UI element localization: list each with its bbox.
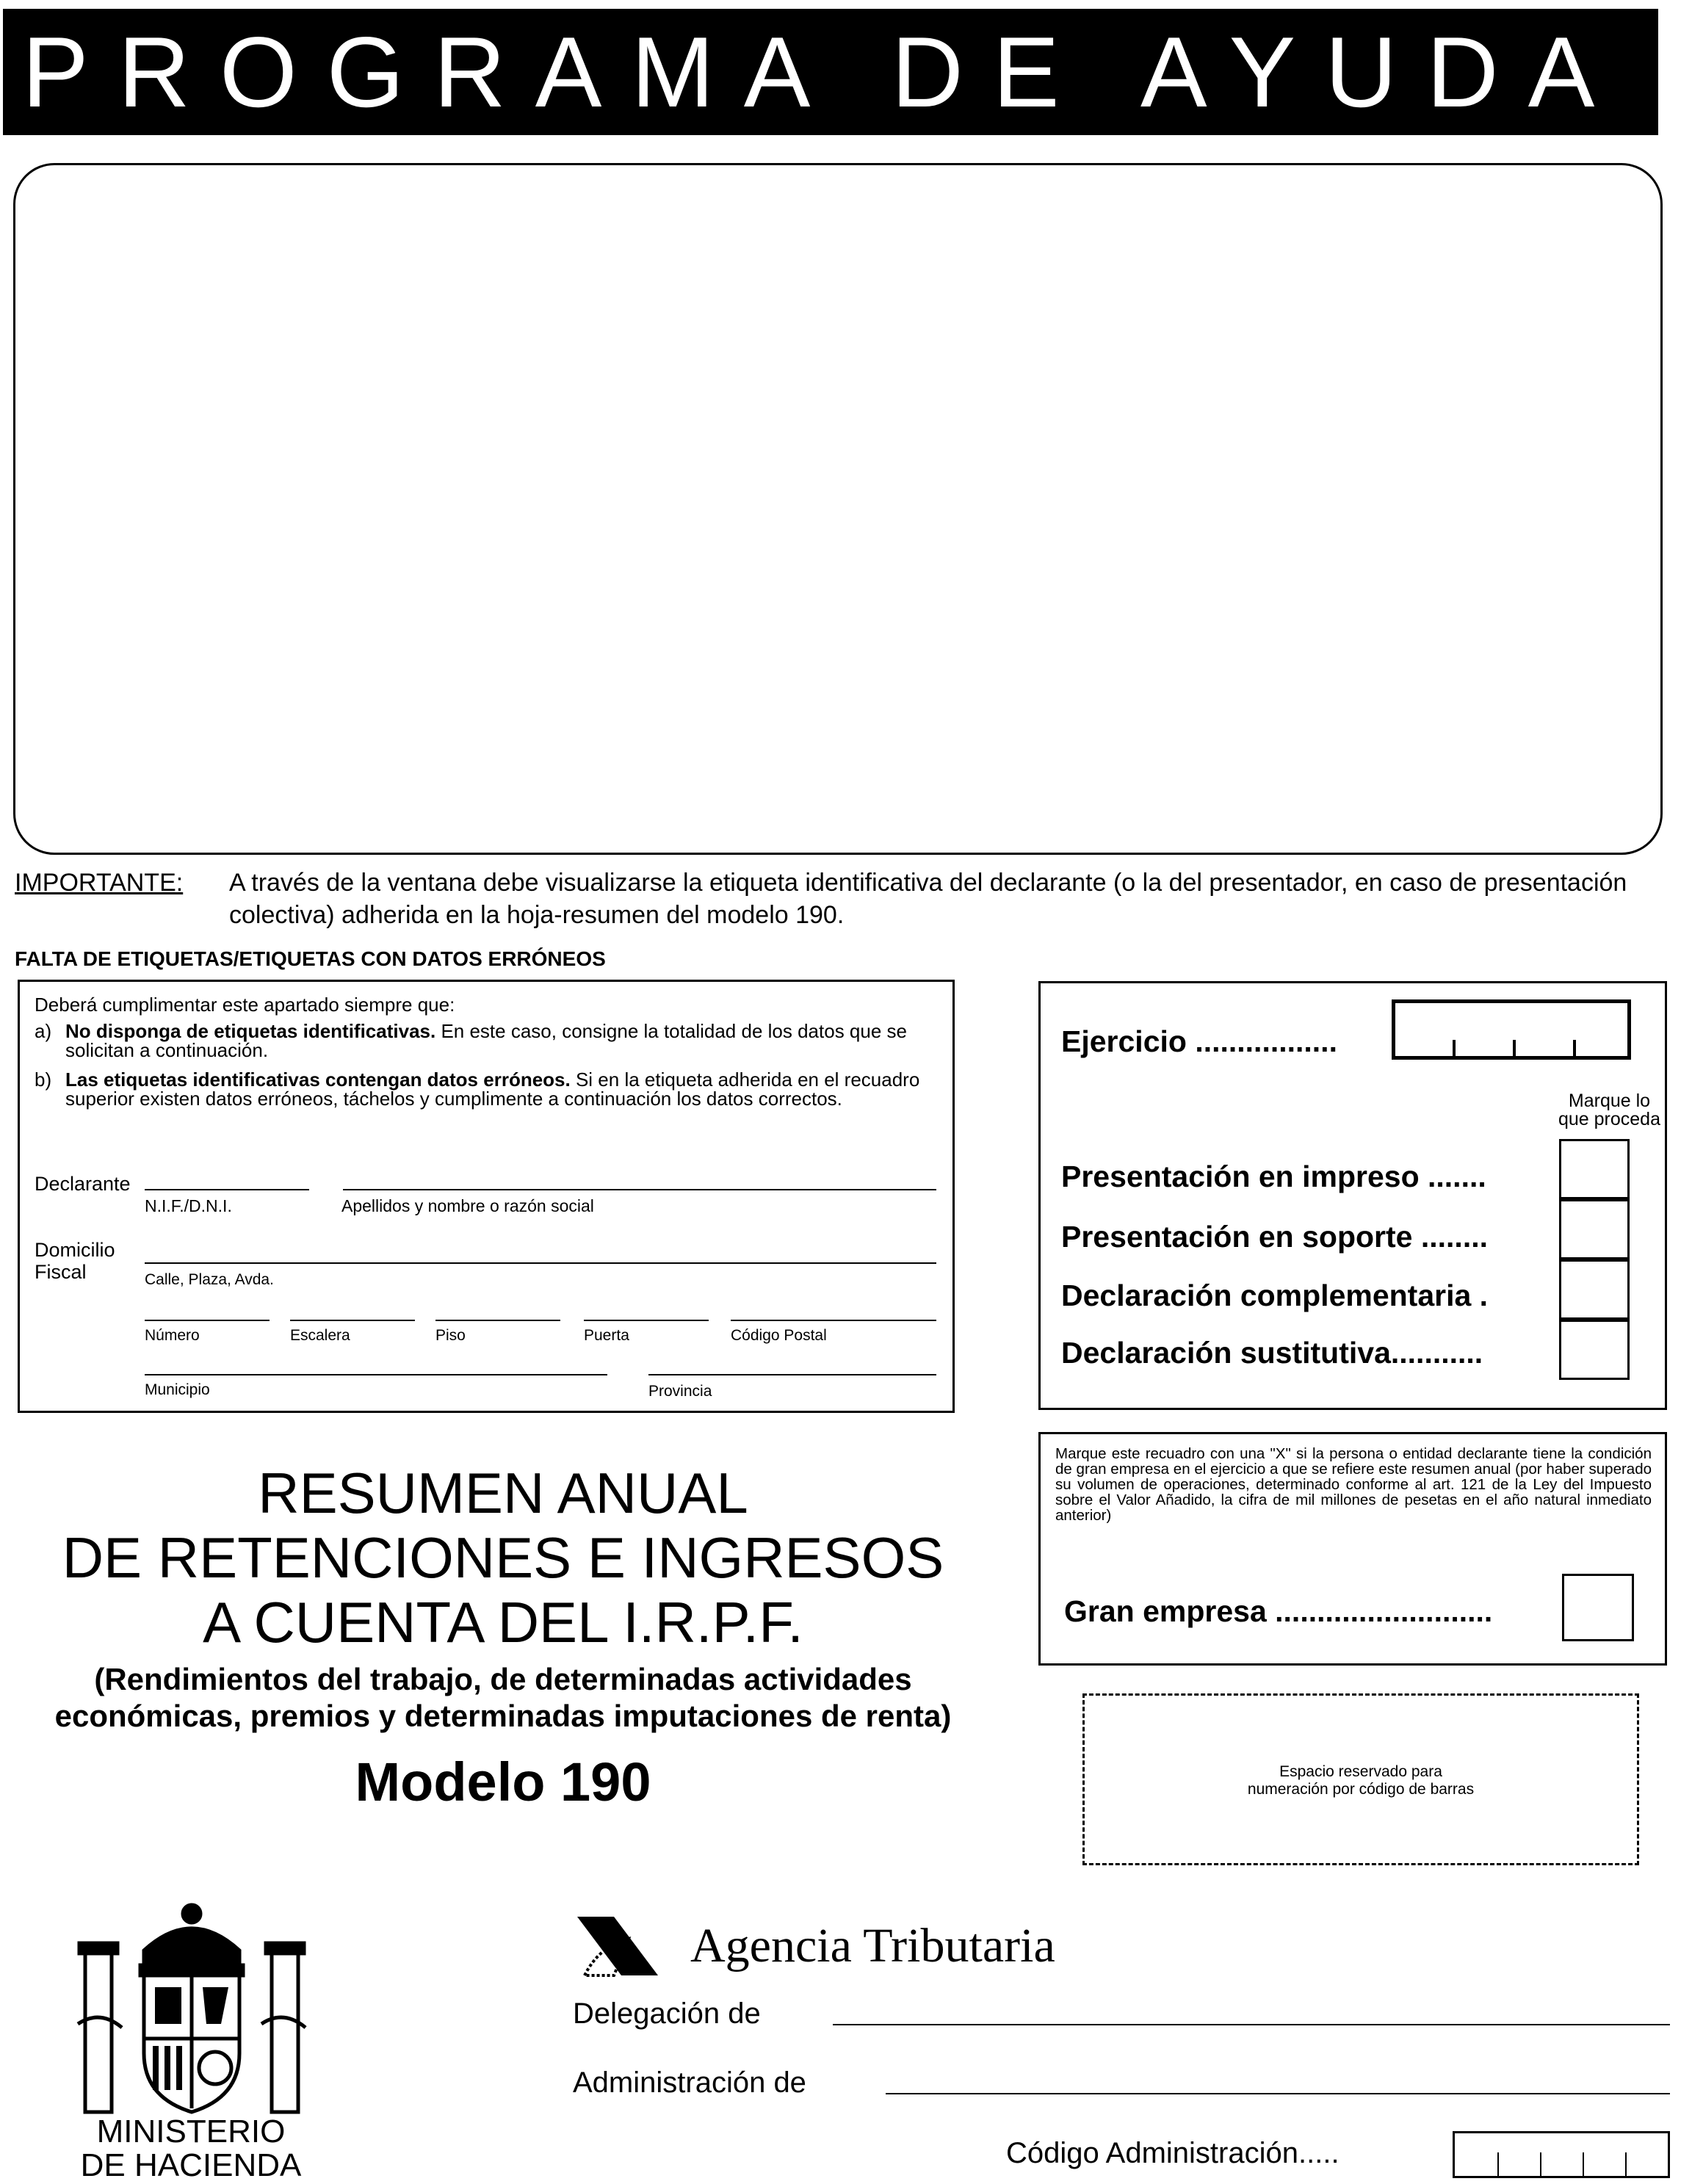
important-label: IMPORTANTE: [15, 869, 184, 897]
option-impreso-label: Presentación en impreso ....... [1061, 1160, 1486, 1193]
barcode-text [1085, 1763, 1637, 1798]
ministerio-text [29, 2115, 352, 2183]
ministerio-line1: MINISTERIO [96, 2114, 286, 2149]
ministerio-line2: DE HACIENDA [80, 2147, 302, 2183]
puerta-line[interactable] [584, 1320, 709, 1321]
option-complementaria-label: Declaración complementaria . [1061, 1279, 1489, 1312]
falta-etiquetas-title: FALTA DE ETIQUETAS/ETIQUETAS CON DATOS ERRÓNEOS [15, 947, 606, 970]
nif-line[interactable] [145, 1189, 309, 1190]
piso-label: Piso [435, 1327, 466, 1344]
domicilio-label [35, 1239, 115, 1283]
title-line3: A CUENTA DEL I.R.P.F. [203, 1590, 803, 1655]
checkbox-soporte[interactable] [1559, 1199, 1630, 1259]
delegacion-label: Delegación de [573, 1997, 761, 2030]
marque-line2: que proceda [1558, 1109, 1660, 1129]
calle-line[interactable] [145, 1262, 936, 1264]
barcode-line2: numeración por código de barras [1247, 1781, 1475, 1798]
ejercicio-divider [1513, 1040, 1516, 1056]
domicilio-line2: Fiscal [35, 1261, 87, 1283]
numero-line[interactable] [145, 1320, 270, 1321]
marque-line1: Marque lo [1568, 1091, 1651, 1111]
ejercicio-divider [1573, 1040, 1576, 1056]
falta-a-rest: En este caso, consigne la totalidad de los datos que se solicitan a continuación. [65, 1020, 907, 1061]
subtitle-line2: económicas, premios y determinadas imputaciones de renta) [54, 1699, 952, 1733]
gran-empresa-label: Gran empresa .......................... [1064, 1594, 1493, 1628]
falta-a-bold: No disponga de etiquetas identificativas. [65, 1020, 436, 1042]
option-soporte-label: Presentación en soporte ........ [1061, 1220, 1488, 1254]
puerta-label: Puerta [584, 1327, 629, 1344]
falta-b-bold: Las etiquetas identificativas contengan datos erróneos. [65, 1069, 571, 1091]
codigo-divider [1540, 2152, 1541, 2176]
modelo-number: Modelo 190 [355, 1751, 651, 1812]
agencia-name: Agencia Tributaria [690, 1919, 1055, 1973]
gran-empresa-text: Marque este recuadro con una "X" si la persona o entidad declarante tiene la condición de gran empresa en el ejercicio a que se refiere este resumen anual (por haber superado su volumen de operaciones, determinado conforme al art. 121 de la Ley del Impuesto sobre el Valor Añadido, la cifra de mil millones de pesetas en el año natural inmediato anterior) [1055, 1445, 1652, 1524]
marque-lo-note [1558, 1092, 1660, 1129]
provincia-line[interactable] [648, 1374, 936, 1375]
piso-line[interactable] [435, 1320, 560, 1321]
numero-label: Número [145, 1327, 200, 1344]
subtitle-line1: (Rendimientos del trabajo, de determinadas actividades [94, 1662, 912, 1696]
checkbox-sustitutiva[interactable] [1559, 1320, 1630, 1380]
falta-intro: Deberá cumplimentar este apartado siempre que: [35, 994, 455, 1016]
ejercicio-box [1038, 981, 1667, 1410]
falta-a-text [65, 1022, 939, 1060]
calle-label: Calle, Plaza, Avda. [145, 1271, 274, 1288]
page-title: PROGRAMA DE AYUDA [22, 16, 1624, 128]
gran-empresa-box [1038, 1432, 1667, 1666]
codigo-postal-label: Código Postal [731, 1327, 827, 1344]
ejercicio-divider [1453, 1040, 1456, 1056]
apellidos-label: Apellidos y nombre o razón social [341, 1196, 594, 1215]
falta-b-text [65, 1070, 939, 1108]
ejercicio-input[interactable] [1392, 999, 1631, 1060]
codigo-administracion-label: Código Administración..... [1006, 2137, 1340, 2169]
escalera-label: Escalera [290, 1327, 350, 1344]
falta-a-letter: a) [35, 1020, 52, 1042]
provincia-label: Provincia [648, 1383, 712, 1400]
falta-b-letter: b) [35, 1069, 52, 1091]
agencia-logo-icon [570, 1909, 665, 1983]
ejercicio-label: Ejercicio ................. [1061, 1024, 1337, 1058]
barcode-line1: Espacio reservado para [1279, 1763, 1442, 1780]
coat-of-arms-icon [70, 1899, 313, 2119]
title-line2: DE RETENCIONES E INGRESOS [62, 1525, 944, 1590]
administracion-label: Administración de [573, 2067, 806, 2099]
administracion-line[interactable] [886, 2093, 1670, 2094]
nif-label: N.I.F./D.N.I. [145, 1196, 232, 1215]
escalera-line[interactable] [290, 1320, 415, 1321]
codigo-divider [1583, 2152, 1584, 2176]
checkbox-impreso[interactable] [1559, 1139, 1630, 1199]
domicilio-line1: Domicilio [35, 1239, 115, 1261]
barcode-area [1082, 1693, 1639, 1865]
codigo-divider [1625, 2152, 1627, 2176]
label-window [13, 163, 1663, 855]
important-text: A través de la ventana debe visualizarse la etiqueta identificativa del declarante (o la del presentador, en caso de presentación colectiva) adherida en la hoja-resumen del modelo 190. [229, 869, 1627, 929]
delegacion-line[interactable] [833, 2024, 1670, 2025]
declarante-label: Declarante [35, 1173, 131, 1195]
checkbox-complementaria[interactable] [1559, 1259, 1630, 1320]
option-sustitutiva-label: Declaración sustitutiva........... [1061, 1336, 1483, 1370]
codigo-divider [1497, 2152, 1499, 2176]
codigo-postal-line[interactable] [731, 1320, 936, 1321]
falta-b-rest: Si en la etiqueta adherida en el recuadro superior existen datos erróneos, táchelos y cumplimente a continuación los datos correctos. [65, 1069, 920, 1110]
apellidos-line[interactable] [343, 1189, 936, 1190]
gran-empresa-checkbox[interactable] [1562, 1574, 1634, 1641]
municipio-label: Municipio [145, 1381, 210, 1398]
municipio-line[interactable] [145, 1374, 607, 1375]
codigo-administracion-input[interactable] [1453, 2131, 1670, 2178]
falta-etiquetas-box [18, 980, 955, 1413]
title-line1: RESUMEN ANUAL [258, 1461, 748, 1525]
